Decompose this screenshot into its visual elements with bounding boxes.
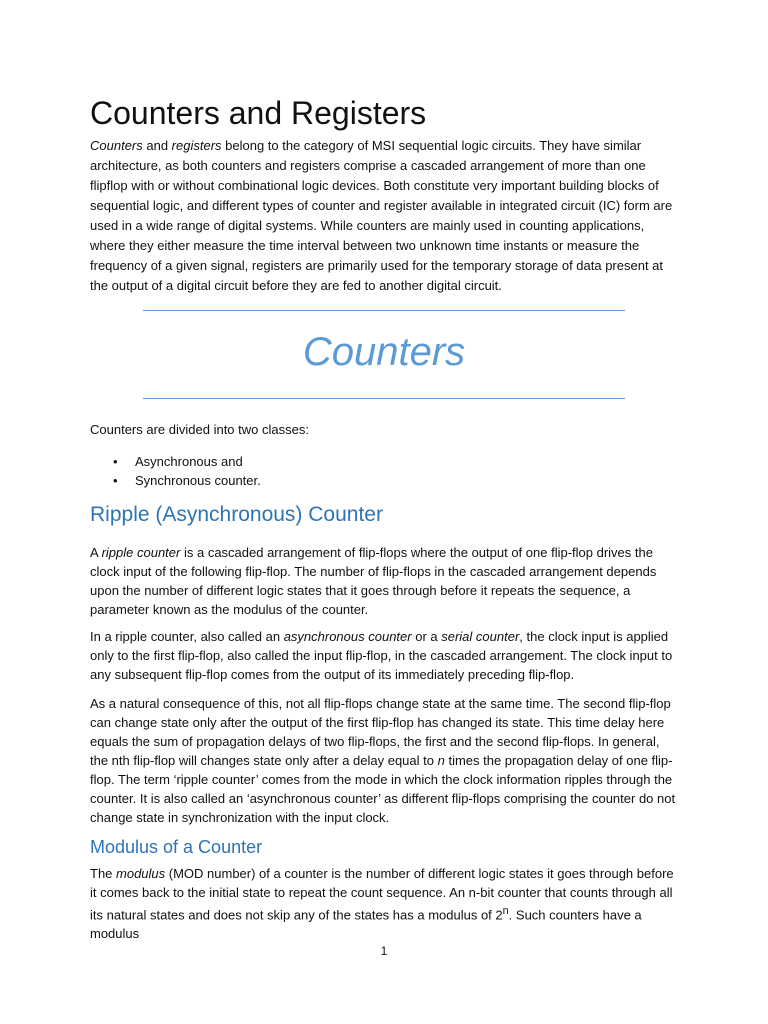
- list-item: • Asynchronous and: [113, 454, 243, 469]
- modulus-heading: Modulus of a Counter: [90, 837, 263, 857]
- classes-intro: Counters are divided into two classes:: [90, 422, 309, 437]
- document-title: Counters and Registers: [90, 95, 427, 131]
- heading-top-rule: [143, 310, 625, 311]
- counters-heading: Counters: [302, 330, 466, 374]
- ripple-counter-heading: Ripple (Asynchronous) Counter: [90, 503, 383, 526]
- heading-bottom-rule: [143, 398, 625, 399]
- modulus-paragraph: The modulus (MOD number) of a counter is the number of different logic states it goes through before it comes back to the initial state to repeat the count sequence. An n-bit counter that counts through all its natural states and does not skip any of the states has a modulus of 2$^n$. Such counters have a modulus: [90, 866, 674, 942]
- bullet-icon: •: [113, 473, 118, 488]
- ripple-paragraph-3: As a natural consequence of this, not all flip-flops change state at the same time. The second flip-flop can change state only after the output of the first flip-flop has changed its state. This time delay here equals the sum of propagation delays of two flip-flops, the first and the second flip-flops. In general, the nth flip-flop will changes state only after a delay equal to n times the propagation delay of one flip-flop. The term ‘ripple counter’ comes from the mode in which the clock information ripples through the counter. It is also called an ‘asynchronous counter’ as different flip-flops comprising the counter do not change state in synchronization with the input clock.: [90, 696, 676, 825]
- list-item: • Synchronous counter.: [113, 473, 261, 488]
- ripple-paragraph-1: A ripple counter is a cascaded arrangement of flip-flops where the output of one flip-flop drives the clock input of the following flip-flop. The number of flip-flops in the cascaded arrangement depends upon the number of different logic states that it goes through before it repeats the sequence, a parameter known as the modulus of the counter.: [90, 545, 657, 617]
- page-number: 1: [380, 944, 388, 958]
- intro-paragraph: Counters and registers belong to the category of MSI sequential logic circuits. They have similar architecture, as both counters and registers comprise a cascaded arrangement of more than one flipflop with or without combinational logic devices. Both constitute very important building blocks of sequential logic, and different types of counter and register available in integrated circuit (IC) form are used in a wide range of digital systems. While counters are mainly used in counting applications, where they either measure the time interval between two unknown time instants or measure the frequency of a given signal, registers are primarily used for the temporary storage of data present at the output of a digital circuit before they are fed to another digital circuit.: [90, 138, 673, 293]
- class-list: [90, 452, 261, 490]
- ripple-paragraph-2: In a ripple counter, also called an asynchronous counter or a serial counter, the clock input is applied only to the first flip-flop, also called the input flip-flop, in the cascaded arrangement. The clock input to any subsequent flip-flop comes from the output of its immediately preceding flip-flop.: [90, 629, 673, 682]
- bullet-icon: •: [113, 454, 118, 469]
